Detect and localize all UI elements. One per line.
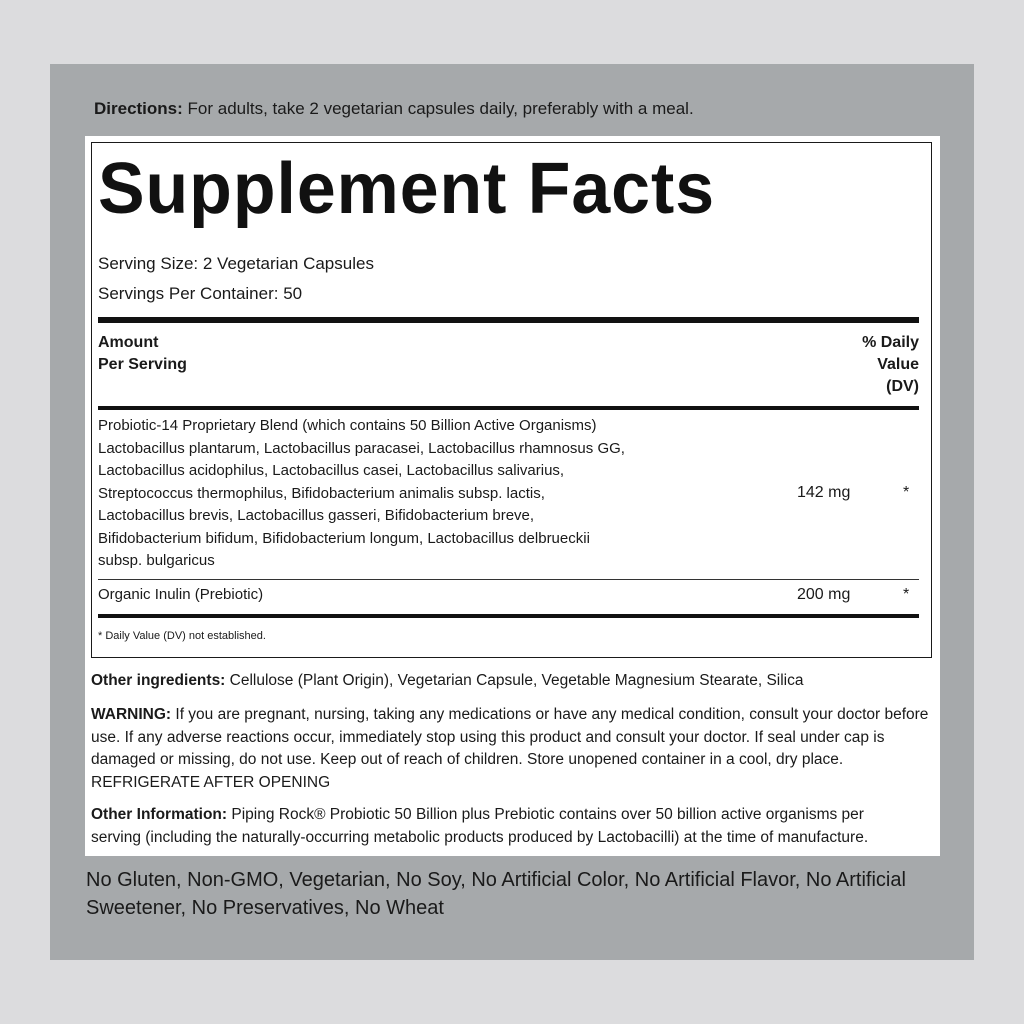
blend-dv: * (903, 484, 910, 501)
blend-line: Lactobacillus brevis, Lactobacillus gasseri, Bifidobacterium breve, (98, 507, 535, 524)
other-information-line: Piping Rock® Probiotic 50 Billion plus Prebiotic contains over 50 billion active organisms per (227, 806, 864, 823)
inulin-amount: 200 mg (797, 586, 851, 603)
directions-label: Directions: (94, 99, 183, 118)
other-ingredients (91, 670, 939, 693)
warning-line: If you are pregnant, nursing, taking any medications or have any medical condition, consult your doctor before (171, 706, 929, 723)
inulin-line: Organic Inulin (Prebiotic) (98, 586, 264, 603)
warning-line: REFRIGERATE AFTER OPENING (91, 773, 331, 791)
header-dv-line1: % Daily (862, 334, 919, 351)
white-card (85, 136, 940, 856)
other-information-label: Other Information: (91, 806, 228, 823)
directions (94, 98, 694, 120)
blend-line: Lactobacillus acidophilus, Lactobacillus casei, Lactobacillus salivarius, (98, 462, 565, 479)
blend-row (98, 415, 698, 573)
free-from-statement (86, 866, 946, 922)
inulin-dv: * (903, 586, 910, 603)
header-dv-line3: (DV) (886, 378, 919, 395)
serving-size: Serving Size: 2 Vegetarian Capsules (98, 254, 374, 273)
blend-line: Bifidobacterium bifidum, Bifidobacterium longum, Lactobacillus delbrueckii (98, 529, 590, 547)
free-from-line2: Sweetener, No Preservatives, No Wheat (86, 897, 444, 919)
inulin-row (98, 584, 698, 607)
warning-label: WARNING: (91, 706, 172, 723)
warning-line: damaged or missing, do not use. Keep out of reach of children. Store unopened container in a cool, dry place. (91, 751, 844, 768)
servings-per-container: Servings Per Container: 50 (98, 284, 303, 303)
warning-line: use. If any adverse reactions occur, immediately stop using this product and consult your doctor. If seal under cap is (91, 728, 885, 746)
header-dv-line2: Value (877, 356, 919, 373)
blend-line: Probiotic-14 Proprietary Blend (which contains 50 Billion Active Organisms) (98, 417, 597, 434)
header-amount-line1: Amount (98, 334, 159, 351)
directions-text: For adults, take 2 vegetarian capsules daily, preferably with a meal. (182, 99, 694, 118)
dv-footnote: * Daily Value (DV) not established. (98, 630, 266, 642)
other-information-line: serving (including the naturally-occurring metabolic products produced by Lactobacilli) at the time of manufacture. (91, 828, 869, 846)
facts-title: Supplement Facts (98, 149, 716, 229)
blend-line: Streptococcus thermophilus, Bifidobacterium animalis subsp. lactis, (98, 484, 545, 502)
label-panel (50, 64, 974, 960)
blend-line: subsp. bulgaricus (98, 552, 215, 569)
other-ingredients-label: Other ingredients: (91, 672, 226, 689)
warning (91, 704, 939, 794)
header-daily-value (862, 332, 919, 398)
bottom-divider (98, 614, 919, 618)
header-amount (98, 332, 187, 376)
free-from-line1: No Gluten, Non-GMO, Vegetarian, No Soy, No Artificial Color, No Artificial Flavor, No Artificial (86, 869, 906, 891)
header-amount-line2: Per Serving (98, 356, 187, 373)
supplement-facts-box (91, 142, 932, 658)
thick-divider (98, 317, 919, 323)
medium-divider (98, 406, 919, 410)
row-divider (98, 579, 919, 580)
other-information (91, 804, 939, 849)
other-ingredients-text: Cellulose (Plant Origin), Vegetarian Capsule, Vegetable Magnesium Stearate, Silica (225, 672, 804, 689)
blend-line: Lactobacillus plantarum, Lactobacillus paracasei, Lactobacillus rhamnosus GG, (98, 439, 625, 457)
blend-amount: 142 mg (797, 484, 851, 501)
